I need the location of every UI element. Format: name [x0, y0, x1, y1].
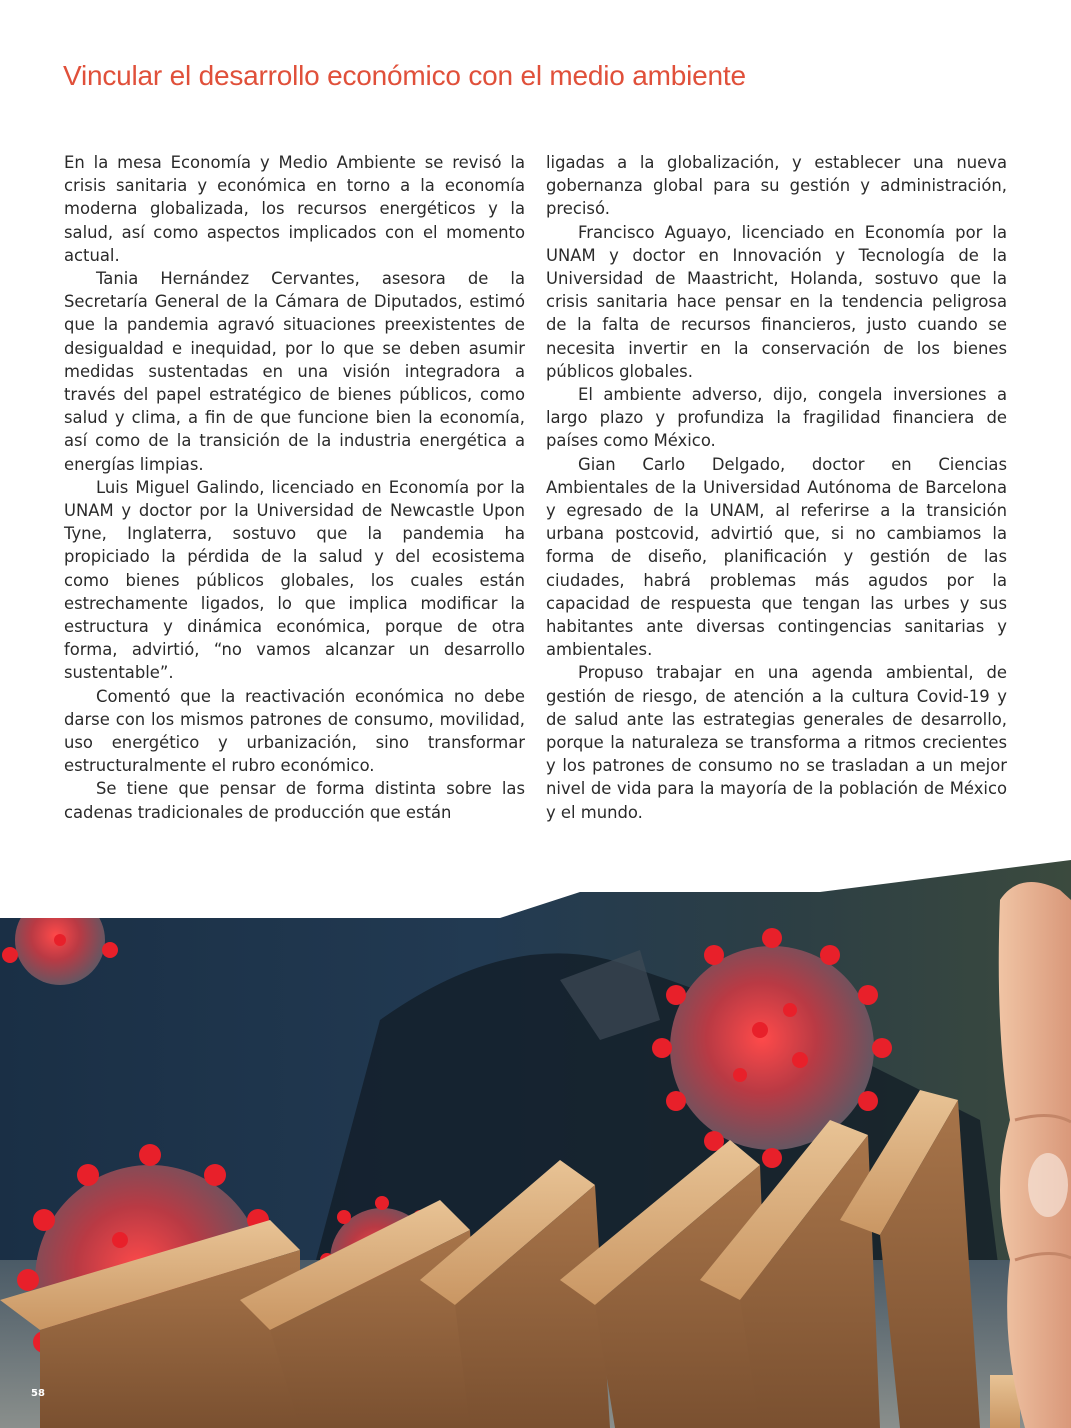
paragraph: ligadas a la globalización, y establecer una nueva gobernanza global para su gestión y administración, precisó. [546, 153, 1007, 219]
paragraph: Se tiene que pensar de forma distinta sobre las cadenas tradicionales de producción que están [64, 779, 525, 822]
right-column [546, 151, 1007, 824]
paragraph: Luis Miguel Galindo, licenciado en Economía por la UNAM y doctor por la Universidad de Newcastle Upon Tyne, Inglaterra, sostuvo que la pandemia ha propiciado la pérdida de la salud y del ecosistema como bienes públicos globales, los cuales están estrechamente ligados, lo que implica modificar la estructura y dinámica económica, porque de otra forma, advirtió, “no vamos alcanzar un desarrollo sustentable”. [64, 477, 525, 683]
article-title: Vincular el desarrollo económico con el medio ambiente [63, 60, 746, 91]
paragraph: Gian Carlo Delgado, doctor en Ciencias Ambientales de la Universidad Autónoma de Barcelona y egresado de la UNAM, al referirse a la transición urbana postcovid, advirtió que, si no cambiamos la forma de diseño, planificación y gestión de las ciudades, habrá problemas más agudos por la capacidad de respuesta que tengan las urbes y sus habitantes ante diversas contingencias sanitarias y ambientales. [546, 454, 1007, 660]
paragraph: Francisco Aguayo, licenciado en Economía por la UNAM y doctor en Innovación y Tecnología de la Universidad de Maastricht, Holanda, sostuvo que la crisis sanitaria hace pensar en la tendencia peligrosa de la falta de recursos financieros, justo cuando se necesita invertir en la conservación de los bienes públicos globales. [546, 222, 1007, 381]
paragraph: El ambiente adverso, dijo, congela inversiones a largo plazo y profundiza la fragilidad financiera de países como México. [546, 385, 1007, 451]
paragraph: Comentó que la reactivación económica no debe darse con los mismos patrones de consumo, movilidad, uso energético y urbanización, sino transformar estructuralmente el rubro económico. [64, 686, 525, 776]
paragraph: En la mesa Economía y Medio Ambiente se revisó la crisis sanitaria y económica en torno a la economía moderna globalizada, los recursos energéticos y la salud, así como aspectos implicados con el momento actual. [64, 153, 525, 265]
paragraph: Propuso trabajar en una agenda ambiental, de gestión de riesgo, de atención a la cultura Covid-19 y de salud ante las estrategias generales de desarrollo, porque la naturaleza se transforma a ritmos crecientes y los patrones de consumo no se trasladan a un mejor nivel de vida para la mayoría de la población de México y el mundo. [546, 663, 1007, 822]
paragraph: Tania Hernández Cervantes, asesora de la Secretaría General de la Cámara de Diputados, estimó que la pandemia agravó situaciones preexistentes de desigualdad e inequidad, por lo que se deben asumir medidas sustentadas en una visión integradora a través del papel estratégico de bienes públicos, como salud y clima, a fin de que funcione bien la economía, así como de la transición de la industria energética a energías limpias. [64, 269, 525, 474]
page-number: 58 [31, 1388, 45, 1399]
hand-icon [999, 882, 1071, 1428]
covid-domino-photo [0, 860, 1071, 1428]
left-column [64, 151, 525, 824]
